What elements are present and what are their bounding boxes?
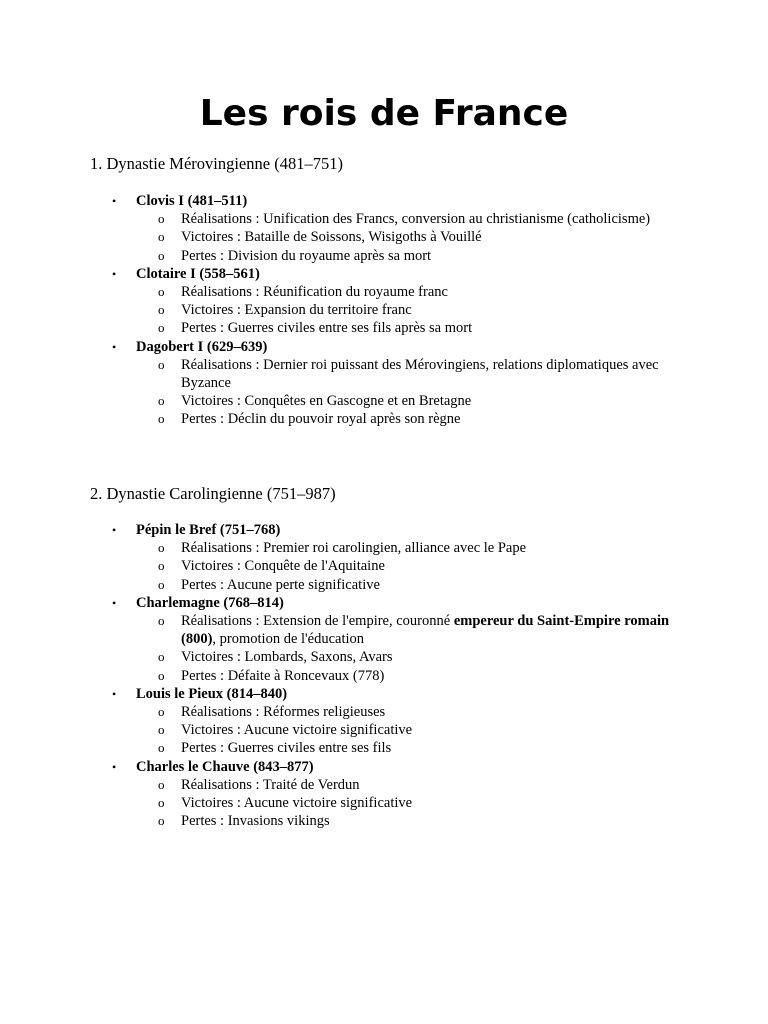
detail-text: Victoires : Conquêtes en Gascogne et en Bretagne: [181, 393, 472, 410]
king-name: Charles le Chauve (843–877): [136, 758, 314, 775]
detail-item: [112, 576, 692, 594]
king-list-carolingian: [112, 521, 692, 830]
detail-item: [112, 648, 692, 666]
detail-text: Victoires : Aucune victoire significative: [181, 795, 413, 812]
circle-bullet-icon: o: [158, 284, 165, 300]
detail-text: Réalisations : Réformes religieuses: [181, 704, 386, 721]
detail-text: Réalisations : Unification des Francs, conversion au christianisme (catholicisme): [181, 211, 651, 228]
circle-bullet-icon: o: [158, 722, 165, 738]
king-name: Pépin le Bref (751–768): [136, 522, 281, 538]
section-heading-carolingian: 2. Dynastie Carolingienne (751–987): [90, 484, 336, 503]
circle-bullet-icon: o: [158, 229, 165, 245]
king-name: Clovis I (481–511): [136, 193, 248, 209]
circle-bullet-icon: o: [158, 558, 165, 574]
detail-item: [112, 612, 692, 648]
circle-bullet-icon: o: [158, 356, 165, 372]
circle-bullet-icon: o: [158, 576, 165, 592]
detail-item: [112, 283, 692, 301]
circle-bullet-icon: o: [158, 393, 165, 409]
circle-bullet-icon: o: [158, 302, 165, 318]
king-list-merovingian: [112, 192, 692, 429]
detail-text: Pertes : Division du royaume après sa mort: [181, 247, 432, 264]
king-heading: [112, 758, 692, 776]
detail-text: Pertes : Guerres civiles entre ses fils: [181, 740, 392, 757]
king-name: Charlemagne (768–814): [136, 594, 284, 611]
circle-bullet-icon: o: [158, 667, 165, 683]
king-entry: [112, 758, 692, 831]
king-entry: [112, 338, 692, 429]
detail-list: [112, 210, 692, 265]
detail-text: Réalisations : Dernier roi puissant des Mérovingiens, relations diplomatiques avec Byzance: [181, 356, 659, 392]
detail-text: Pertes : Aucune perte significative: [181, 576, 380, 593]
detail-text: Pertes : Invasions vikings: [181, 813, 330, 830]
circle-bullet-icon: o: [158, 211, 165, 227]
detail-item: [112, 392, 692, 410]
detail-text: Pertes : Défaite à Roncevaux (778): [181, 667, 385, 684]
detail-text: Victoires : Conquête de l'Aquitaine: [181, 558, 385, 575]
bullet-icon: •: [112, 759, 117, 774]
circle-bullet-icon: o: [158, 704, 165, 720]
king-heading: [112, 521, 692, 539]
king-heading: [112, 192, 692, 210]
king-entry: [112, 594, 692, 685]
circle-bullet-icon: o: [158, 540, 165, 556]
detail-item: [112, 228, 692, 246]
detail-list: [112, 612, 692, 685]
king-name: Dagobert I (629–639): [136, 338, 268, 355]
king-entry: [112, 265, 692, 338]
detail-item: [112, 794, 692, 812]
king-name: Clotaire I (558–561): [136, 265, 260, 282]
king-heading: [112, 594, 692, 612]
document-title: Les rois de France: [199, 93, 569, 134]
detail-item: [112, 703, 692, 721]
bullet-icon: •: [112, 595, 117, 610]
circle-bullet-icon: o: [158, 320, 165, 336]
circle-bullet-icon: o: [158, 649, 165, 665]
detail-item: [112, 721, 692, 739]
detail-text: Réalisations : Réunification du royaume franc: [181, 284, 448, 301]
detail-item: [112, 410, 692, 428]
king-entry: [112, 521, 692, 594]
detail-item: [112, 539, 692, 557]
circle-bullet-icon: o: [158, 247, 165, 263]
detail-text: Réalisations : Extension de l'empire, couronné: [181, 613, 454, 630]
bullet-icon: •: [112, 194, 117, 208]
bullet-icon: •: [112, 523, 117, 537]
circle-bullet-icon: o: [158, 613, 165, 629]
circle-bullet-icon: o: [158, 411, 165, 427]
detail-item: [112, 356, 692, 392]
detail-text: Réalisations : Premier roi carolingien, alliance avec le Pape: [181, 540, 527, 557]
king-heading: [112, 265, 692, 283]
king-entry: [112, 192, 692, 265]
detail-text: Victoires : Lombards, Saxons, Avars: [181, 649, 393, 666]
circle-bullet-icon: o: [158, 740, 165, 756]
detail-text: Victoires : Aucune victoire significative: [181, 722, 413, 739]
detail-text: Réalisations : Traité de Verdun: [181, 776, 360, 793]
king-name: Louis le Pieux (814–840): [136, 685, 288, 702]
detail-item: [112, 776, 692, 794]
detail-item: [112, 247, 692, 265]
detail-text: Pertes : Déclin du pouvoir royal après son règne: [181, 411, 461, 428]
detail-list: [112, 703, 692, 758]
bullet-icon: •: [112, 686, 117, 701]
detail-text-continuation: , promotion de l'éducation: [212, 631, 365, 648]
detail-list: [112, 539, 692, 594]
detail-item: [112, 319, 692, 337]
bullet-icon: •: [112, 266, 117, 281]
detail-text: Pertes : Guerres civiles entre ses fils après sa mort: [181, 320, 473, 337]
detail-text: Victoires : Expansion du territoire franc: [181, 302, 412, 319]
detail-item: [112, 739, 692, 757]
detail-item: [112, 210, 692, 228]
circle-bullet-icon: o: [158, 795, 165, 811]
detail-list: [112, 356, 692, 429]
circle-bullet-icon: o: [158, 813, 165, 829]
section-heading-merovingian: 1. Dynastie Mérovingienne (481–751): [90, 154, 343, 173]
detail-item: [112, 667, 692, 685]
king-entry: [112, 685, 692, 758]
detail-list: [112, 776, 692, 831]
king-heading: [112, 685, 692, 703]
detail-text: Victoires : Bataille de Soissons, Wisigoths à Vouillé: [181, 229, 482, 246]
bullet-icon: •: [112, 339, 117, 354]
circle-bullet-icon: o: [158, 776, 165, 792]
detail-item: [112, 301, 692, 319]
detail-item: [112, 557, 692, 575]
king-heading: [112, 338, 692, 356]
detail-item: [112, 812, 692, 830]
detail-list: [112, 283, 692, 338]
detail-bold-text: empereur du Saint-Empire romain (800): [181, 613, 670, 648]
